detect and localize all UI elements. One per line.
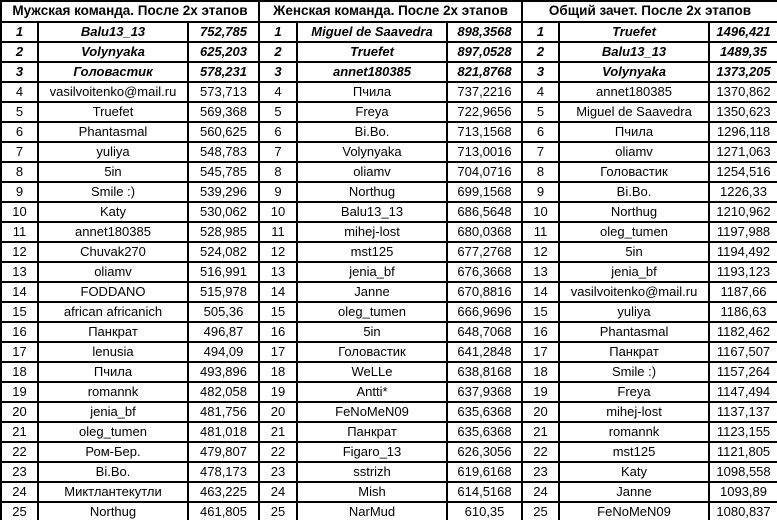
overall-name-cell: Northug xyxy=(559,202,709,222)
overall-name-cell: FeNoMeN09 xyxy=(559,502,709,520)
men-name-cell: oliamv xyxy=(38,262,188,282)
men-score-cell: 481,018 xyxy=(188,422,259,442)
overall-score-cell: 1373,205 xyxy=(709,62,777,82)
section-header-row xyxy=(1,1,777,22)
men-name-cell: jenia_bf xyxy=(38,402,188,422)
table-row xyxy=(1,282,777,302)
women-name-cell: annet180385 xyxy=(297,62,447,82)
overall-rank-cell: 20 xyxy=(522,402,559,422)
men-name-cell: oleg_tumen xyxy=(38,422,188,442)
women-score-cell: 897,0528 xyxy=(447,42,522,62)
overall-rank-cell: 17 xyxy=(522,342,559,362)
overall-rank-cell: 3 xyxy=(522,62,559,82)
overall-score-cell: 1496,421 xyxy=(709,22,777,42)
section-title-men: Мужская команда. После 2х этапов xyxy=(1,1,259,22)
men-score-cell: 496,87 xyxy=(188,322,259,342)
table-row xyxy=(1,322,777,342)
men-rank-cell: 8 xyxy=(1,162,38,182)
overall-rank-cell: 21 xyxy=(522,422,559,442)
men-rank-cell: 6 xyxy=(1,122,38,142)
men-name-cell: Phantasmal xyxy=(38,122,188,142)
women-name-cell: Bi.Bo. xyxy=(297,122,447,142)
women-name-cell: Панкрат xyxy=(297,422,447,442)
overall-rank-cell: 12 xyxy=(522,242,559,262)
women-score-cell: 610,35 xyxy=(447,502,522,520)
table-row xyxy=(1,162,777,182)
overall-rank-cell: 23 xyxy=(522,462,559,482)
women-name-cell: Головастик xyxy=(297,342,447,362)
men-score-cell: 528,985 xyxy=(188,222,259,242)
overall-score-cell: 1254,516 xyxy=(709,162,777,182)
women-name-cell: FeNoMeN09 xyxy=(297,402,447,422)
table-row xyxy=(1,442,777,462)
men-rank-cell: 17 xyxy=(1,342,38,362)
overall-name-cell: Bi.Bo. xyxy=(559,182,709,202)
table-row xyxy=(1,62,777,82)
men-name-cell: african africanich xyxy=(38,302,188,322)
women-rank-cell: 20 xyxy=(259,402,297,422)
men-name-cell: Smile :) xyxy=(38,182,188,202)
table-row xyxy=(1,382,777,402)
overall-name-cell: vasilvoitenko@mail.ru xyxy=(559,282,709,302)
men-name-cell: Chuvak270 xyxy=(38,242,188,262)
women-score-cell: 898,3568 xyxy=(447,22,522,42)
overall-rank-cell: 6 xyxy=(522,122,559,142)
men-rank-cell: 11 xyxy=(1,222,38,242)
men-score-cell: 625,203 xyxy=(188,42,259,62)
men-name-cell: yuliya xyxy=(38,142,188,162)
men-score-cell: 463,225 xyxy=(188,482,259,502)
men-score-cell: 493,896 xyxy=(188,362,259,382)
women-rank-cell: 15 xyxy=(259,302,297,322)
women-name-cell: Mish xyxy=(297,482,447,502)
men-name-cell: FODDANO xyxy=(38,282,188,302)
overall-rank-cell: 13 xyxy=(522,262,559,282)
overall-name-cell: Katy xyxy=(559,462,709,482)
overall-rank-cell: 18 xyxy=(522,362,559,382)
women-rank-cell: 7 xyxy=(259,142,297,162)
women-rank-cell: 22 xyxy=(259,442,297,462)
table-row xyxy=(1,402,777,422)
men-score-cell: 478,173 xyxy=(188,462,259,482)
men-name-cell: annet180385 xyxy=(38,222,188,242)
women-score-cell: 619,6168 xyxy=(447,462,522,482)
women-score-cell: 704,0716 xyxy=(447,162,522,182)
men-score-cell: 530,062 xyxy=(188,202,259,222)
overall-score-cell: 1098,558 xyxy=(709,462,777,482)
overall-name-cell: jenia_bf xyxy=(559,262,709,282)
men-score-cell: 569,368 xyxy=(188,102,259,122)
overall-rank-cell: 10 xyxy=(522,202,559,222)
table-row xyxy=(1,202,777,222)
women-score-cell: 713,1568 xyxy=(447,122,522,142)
men-rank-cell: 23 xyxy=(1,462,38,482)
women-name-cell: Janne xyxy=(297,282,447,302)
men-rank-cell: 18 xyxy=(1,362,38,382)
women-score-cell: 614,5168 xyxy=(447,482,522,502)
men-rank-cell: 21 xyxy=(1,422,38,442)
overall-name-cell: Truefet xyxy=(559,22,709,42)
men-score-cell: 515,978 xyxy=(188,282,259,302)
overall-score-cell: 1123,155 xyxy=(709,422,777,442)
women-rank-cell: 24 xyxy=(259,482,297,502)
men-score-cell: 573,713 xyxy=(188,82,259,102)
overall-score-cell: 1193,123 xyxy=(709,262,777,282)
men-score-cell: 539,296 xyxy=(188,182,259,202)
men-name-cell: Balu13_13 xyxy=(38,22,188,42)
women-name-cell: mihej-lost xyxy=(297,222,447,242)
overall-name-cell: Phantasmal xyxy=(559,322,709,342)
men-rank-cell: 22 xyxy=(1,442,38,462)
overall-rank-cell: 2 xyxy=(522,42,559,62)
women-name-cell: Miguel de Saavedra xyxy=(297,22,447,42)
men-score-cell: 516,991 xyxy=(188,262,259,282)
men-name-cell: lenusia xyxy=(38,342,188,362)
section-title-women: Женская команда. После 2х этапов xyxy=(259,1,522,22)
women-score-cell: 676,3668 xyxy=(447,262,522,282)
men-score-cell: 505,36 xyxy=(188,302,259,322)
overall-rank-cell: 25 xyxy=(522,502,559,520)
overall-score-cell: 1121,805 xyxy=(709,442,777,462)
women-name-cell: mst125 xyxy=(297,242,447,262)
table-row xyxy=(1,182,777,202)
overall-rank-cell: 7 xyxy=(522,142,559,162)
overall-name-cell: Пчила xyxy=(559,122,709,142)
overall-score-cell: 1370,862 xyxy=(709,82,777,102)
men-score-cell: 482,058 xyxy=(188,382,259,402)
overall-score-cell: 1187,66 xyxy=(709,282,777,302)
women-name-cell: WeLLe xyxy=(297,362,447,382)
overall-name-cell: Панкрат xyxy=(559,342,709,362)
women-rank-cell: 21 xyxy=(259,422,297,442)
table-row xyxy=(1,422,777,442)
women-score-cell: 737,2216 xyxy=(447,82,522,102)
overall-rank-cell: 14 xyxy=(522,282,559,302)
table-row xyxy=(1,502,777,520)
women-rank-cell: 14 xyxy=(259,282,297,302)
overall-rank-cell: 19 xyxy=(522,382,559,402)
men-name-cell: romannk xyxy=(38,382,188,402)
men-score-cell: 548,783 xyxy=(188,142,259,162)
overall-rank-cell: 11 xyxy=(522,222,559,242)
women-score-cell: 699,1568 xyxy=(447,182,522,202)
women-rank-cell: 1 xyxy=(259,22,297,42)
men-rank-cell: 9 xyxy=(1,182,38,202)
women-rank-cell: 12 xyxy=(259,242,297,262)
overall-rank-cell: 1 xyxy=(522,22,559,42)
men-rank-cell: 25 xyxy=(1,502,38,520)
women-rank-cell: 11 xyxy=(259,222,297,242)
women-rank-cell: 10 xyxy=(259,202,297,222)
men-rank-cell: 3 xyxy=(1,62,38,82)
overall-name-cell: Volynyaka xyxy=(559,62,709,82)
men-name-cell: Головастик xyxy=(38,62,188,82)
men-rank-cell: 4 xyxy=(1,82,38,102)
men-name-cell: Ром-Бер. xyxy=(38,442,188,462)
women-rank-cell: 9 xyxy=(259,182,297,202)
overall-score-cell: 1157,264 xyxy=(709,362,777,382)
women-score-cell: 637,9368 xyxy=(447,382,522,402)
table-row xyxy=(1,142,777,162)
men-name-cell: Truefet xyxy=(38,102,188,122)
women-rank-cell: 6 xyxy=(259,122,297,142)
table-row xyxy=(1,82,777,102)
women-score-cell: 722,9656 xyxy=(447,102,522,122)
women-name-cell: Пчила xyxy=(297,82,447,102)
men-rank-cell: 1 xyxy=(1,22,38,42)
overall-name-cell: Miguel de Saavedra xyxy=(559,102,709,122)
women-name-cell: Freya xyxy=(297,102,447,122)
overall-name-cell: yuliya xyxy=(559,302,709,322)
men-name-cell: Northug xyxy=(38,502,188,520)
overall-score-cell: 1137,137 xyxy=(709,402,777,422)
men-score-cell: 752,785 xyxy=(188,22,259,42)
overall-score-cell: 1489,35 xyxy=(709,42,777,62)
women-score-cell: 713,0016 xyxy=(447,142,522,162)
women-score-cell: 626,3056 xyxy=(447,442,522,462)
women-score-cell: 648,7068 xyxy=(447,322,522,342)
women-rank-cell: 23 xyxy=(259,462,297,482)
overall-score-cell: 1182,462 xyxy=(709,322,777,342)
women-score-cell: 677,2768 xyxy=(447,242,522,262)
women-rank-cell: 19 xyxy=(259,382,297,402)
women-name-cell: oleg_tumen xyxy=(297,302,447,322)
women-rank-cell: 16 xyxy=(259,322,297,342)
women-score-cell: 635,6368 xyxy=(447,402,522,422)
table-row xyxy=(1,222,777,242)
men-rank-cell: 19 xyxy=(1,382,38,402)
table-row xyxy=(1,482,777,502)
table-row xyxy=(1,22,777,42)
table-row xyxy=(1,122,777,142)
women-name-cell: Figaro_13 xyxy=(297,442,447,462)
men-rank-cell: 5 xyxy=(1,102,38,122)
overall-name-cell: oleg_tumen xyxy=(559,222,709,242)
overall-rank-cell: 24 xyxy=(522,482,559,502)
overall-score-cell: 1296,118 xyxy=(709,122,777,142)
women-score-cell: 680,0368 xyxy=(447,222,522,242)
women-score-cell: 686,5648 xyxy=(447,202,522,222)
men-score-cell: 545,785 xyxy=(188,162,259,182)
women-rank-cell: 2 xyxy=(259,42,297,62)
women-name-cell: Balu13_13 xyxy=(297,202,447,222)
men-rank-cell: 13 xyxy=(1,262,38,282)
overall-name-cell: 5in xyxy=(559,242,709,262)
men-name-cell: 5in xyxy=(38,162,188,182)
overall-rank-cell: 4 xyxy=(522,82,559,102)
section-title-overall: Общий зачет. После 2х этапов xyxy=(522,1,777,22)
overall-rank-cell: 8 xyxy=(522,162,559,182)
men-rank-cell: 15 xyxy=(1,302,38,322)
women-rank-cell: 8 xyxy=(259,162,297,182)
overall-name-cell: oliamv xyxy=(559,142,709,162)
men-score-cell: 524,082 xyxy=(188,242,259,262)
men-rank-cell: 2 xyxy=(1,42,38,62)
women-name-cell: 5in xyxy=(297,322,447,342)
men-score-cell: 560,625 xyxy=(188,122,259,142)
women-score-cell: 666,9696 xyxy=(447,302,522,322)
women-rank-cell: 13 xyxy=(259,262,297,282)
table-row xyxy=(1,342,777,362)
men-rank-cell: 16 xyxy=(1,322,38,342)
overall-name-cell: Balu13_13 xyxy=(559,42,709,62)
overall-score-cell: 1093,89 xyxy=(709,482,777,502)
women-rank-cell: 4 xyxy=(259,82,297,102)
women-name-cell: Volynyaka xyxy=(297,142,447,162)
women-name-cell: Antti* xyxy=(297,382,447,402)
overall-name-cell: mst125 xyxy=(559,442,709,462)
men-rank-cell: 20 xyxy=(1,402,38,422)
table-row xyxy=(1,462,777,482)
table-row xyxy=(1,362,777,382)
men-rank-cell: 14 xyxy=(1,282,38,302)
overall-name-cell: Головастик xyxy=(559,162,709,182)
women-name-cell: jenia_bf xyxy=(297,262,447,282)
overall-score-cell: 1080,837 xyxy=(709,502,777,520)
table-row xyxy=(1,102,777,122)
women-rank-cell: 17 xyxy=(259,342,297,362)
women-rank-cell: 3 xyxy=(259,62,297,82)
men-name-cell: Bi.Bo. xyxy=(38,462,188,482)
men-name-cell: Katy xyxy=(38,202,188,222)
table-row xyxy=(1,262,777,282)
men-rank-cell: 24 xyxy=(1,482,38,502)
women-name-cell: Northug xyxy=(297,182,447,202)
women-name-cell: Truefet xyxy=(297,42,447,62)
overall-score-cell: 1350,623 xyxy=(709,102,777,122)
women-score-cell: 670,8816 xyxy=(447,282,522,302)
overall-score-cell: 1210,962 xyxy=(709,202,777,222)
women-name-cell: sstrizh xyxy=(297,462,447,482)
men-name-cell: Миктлантекутли xyxy=(38,482,188,502)
men-rank-cell: 7 xyxy=(1,142,38,162)
overall-score-cell: 1147,494 xyxy=(709,382,777,402)
overall-score-cell: 1186,63 xyxy=(709,302,777,322)
women-score-cell: 635,6368 xyxy=(447,422,522,442)
men-score-cell: 481,756 xyxy=(188,402,259,422)
women-rank-cell: 25 xyxy=(259,502,297,520)
overall-score-cell: 1167,507 xyxy=(709,342,777,362)
table-row xyxy=(1,42,777,62)
men-rank-cell: 10 xyxy=(1,202,38,222)
overall-score-cell: 1197,988 xyxy=(709,222,777,242)
women-score-cell: 638,8168 xyxy=(447,362,522,382)
women-rank-cell: 18 xyxy=(259,362,297,382)
standings-body xyxy=(1,22,777,520)
women-score-cell: 821,8768 xyxy=(447,62,522,82)
overall-rank-cell: 15 xyxy=(522,302,559,322)
men-name-cell: Панкрат xyxy=(38,322,188,342)
men-name-cell: vasilvoitenko@mail.ru xyxy=(38,82,188,102)
women-name-cell: NarMud xyxy=(297,502,447,520)
overall-rank-cell: 16 xyxy=(522,322,559,342)
overall-name-cell: romannk xyxy=(559,422,709,442)
women-rank-cell: 5 xyxy=(259,102,297,122)
overall-name-cell: Janne xyxy=(559,482,709,502)
table-row xyxy=(1,242,777,262)
men-rank-cell: 12 xyxy=(1,242,38,262)
overall-score-cell: 1226,33 xyxy=(709,182,777,202)
women-name-cell: oliamv xyxy=(297,162,447,182)
table-row xyxy=(1,302,777,322)
overall-rank-cell: 9 xyxy=(522,182,559,202)
overall-score-cell: 1271,063 xyxy=(709,142,777,162)
overall-name-cell: annet180385 xyxy=(559,82,709,102)
women-score-cell: 641,2848 xyxy=(447,342,522,362)
men-name-cell: Volynyaka xyxy=(38,42,188,62)
men-score-cell: 461,805 xyxy=(188,502,259,520)
overall-score-cell: 1194,492 xyxy=(709,242,777,262)
men-score-cell: 479,807 xyxy=(188,442,259,462)
men-score-cell: 578,231 xyxy=(188,62,259,82)
men-name-cell: Пчила xyxy=(38,362,188,382)
overall-rank-cell: 22 xyxy=(522,442,559,462)
overall-name-cell: Smile :) xyxy=(559,362,709,382)
men-score-cell: 494,09 xyxy=(188,342,259,362)
overall-rank-cell: 5 xyxy=(522,102,559,122)
overall-name-cell: mihej-lost xyxy=(559,402,709,422)
overall-name-cell: Freya xyxy=(559,382,709,402)
